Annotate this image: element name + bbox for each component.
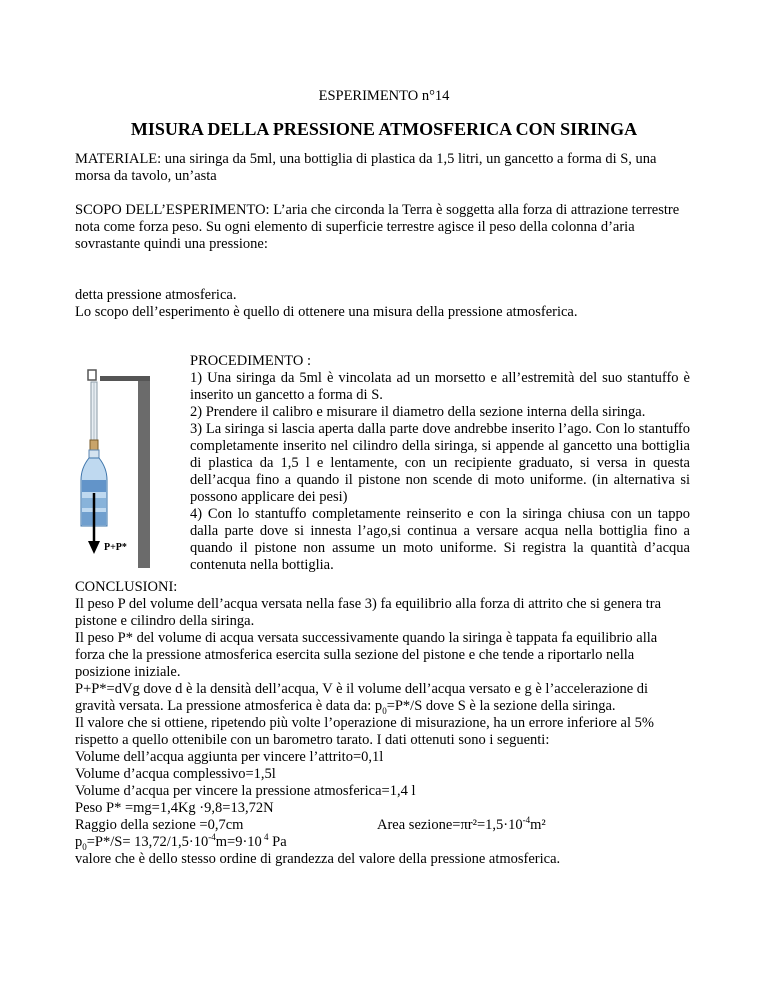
data-line-3: Volume d’acqua per vincere la pressione atmosferica=1,4 l	[75, 783, 416, 799]
conclusioni-p4: Il valore che si ottiene, ripetendo più volte l’operazione di misurazione, ha un errore inferiore al 5% rispetto a quello ottenibile con un barometro tarato. I dati ottenuti sono i seguenti:	[75, 715, 654, 748]
data-line-4: Peso P* =mg=1,4Kg ·9,8=13,72N	[75, 800, 274, 816]
procedimento-step-3: 3) La siringa si lascia aperta dalla parte dove andrebbe inserito l’ago. Con lo stantuffo completamente inserito nel cilindro della siringa, si appende al gancetto una bottiglia di plastica da 1,5 l e lentamente, con un recipiente graduato, si versa in questa dell’acqua fino a quando il pistone non scende di moto uniforme. (in alternativa si possono applicare dei pesi)	[190, 421, 690, 505]
force-label: P+P*	[104, 542, 127, 553]
conclusioni-p2: Il peso P* del volume di acqua versata successivamente quando la siringa è tappata fa equilibrio alla forza che la pressione atmosferica esercita sulla sezione del pistone e che tende a riportarlo nella posizione iniziale.	[75, 630, 658, 680]
procedimento-step-2: 2) Prendere il calibro e misurare il diametro della sezione interna della siringa.	[190, 404, 646, 420]
conclusioni-heading: CONCLUSIONI:	[75, 579, 178, 595]
page-title: MISURA DELLA PRESSIONE ATMOSFERICA CON SIRINGA	[130, 119, 638, 139]
procedimento-step-1: 1) Una siringa da 5ml è vincolata ad un morsetto e all’estremità del suo stantuffo è inserito un gancetto a forma di S.	[190, 370, 690, 403]
data-line-1: Volume dell’acqua aggiunta per vincere l’attrito=0,1l	[75, 749, 384, 765]
materiale-paragraph: MATERIALE: una siringa da 5ml, una bottiglia di plastica da 1,5 litri, un gancetto a forma di S, una morsa da tavolo, un’asta	[75, 151, 657, 184]
stand-arm	[100, 376, 150, 381]
clamp	[88, 370, 96, 380]
procedimento-section	[190, 353, 690, 574]
conclusioni-section	[75, 579, 690, 868]
conclusioni-final: valore che è dello stesso ordine di grandezza del valore della pressione atmosferica.	[75, 851, 561, 867]
conclusioni-p1: Il peso P del volume dell’acqua versata nella fase 3) fa equilibrio alla forza di attrito che si genera tra pistone e cilindro della siringa.	[75, 596, 662, 629]
scopo-paragraph: SCOPO DELL’ESPERIMENTO: L’aria che circonda la Terra è soggetta alla forza di attrazione terrestre nota come forza peso. Su ogni elemento di superficie terrestre agisce il peso della colonna d’aria sovrastante quindi una pressione:	[75, 202, 680, 252]
stand-pole	[138, 378, 150, 568]
bottle-cap	[89, 450, 99, 458]
conclusioni-p3: P+P*=dVg dove d è la densità dell’acqua, V è il volume dell’acqua versato e g è l’accelerazione di gravità versata. La pressione atmosferica è data da: $p_0=P*/S$ dove S è la sezione della siringa.	[75, 681, 649, 716]
p0-line: $p_0=P*/S= 13,72/1,5\cdot 10^{-4}m=9\cdot 10$ $^4$ Pa	[75, 832, 287, 852]
raggio-line: Raggio della sezione =0,7cm Area $sezione=\pi r^2=1,5\cdot 10^{-4}m^2$	[75, 815, 546, 833]
procedimento-heading: PROCEDIMENTO :	[190, 353, 311, 369]
data-line-2: Volume d’acqua complessivo=1,5l	[75, 766, 276, 782]
apparatus-drawing	[76, 368, 186, 568]
experiment-label: ESPERIMENTO n°14	[318, 88, 450, 104]
scopo-tail-2: Lo scopo dell’esperimento è quello di ottenere una misura della pressione atmosferica.	[75, 304, 578, 320]
s-hook	[90, 440, 98, 450]
apparatus-figure	[76, 368, 186, 568]
procedimento-step-4: 4) Con lo stantuffo completamente reinserito e con la siringa chiusa con un tappo dalla parte dove si innesta l’ago,si continua a versare acqua nella bottiglia fino a quando il pistone non assume un moto uniforme. Si registra la quantità d’acqua contenuta nella bottiglia.	[190, 506, 690, 573]
force-arrow-head	[88, 541, 100, 554]
scopo-tail-1: detta pressione atmosferica.	[75, 287, 237, 303]
